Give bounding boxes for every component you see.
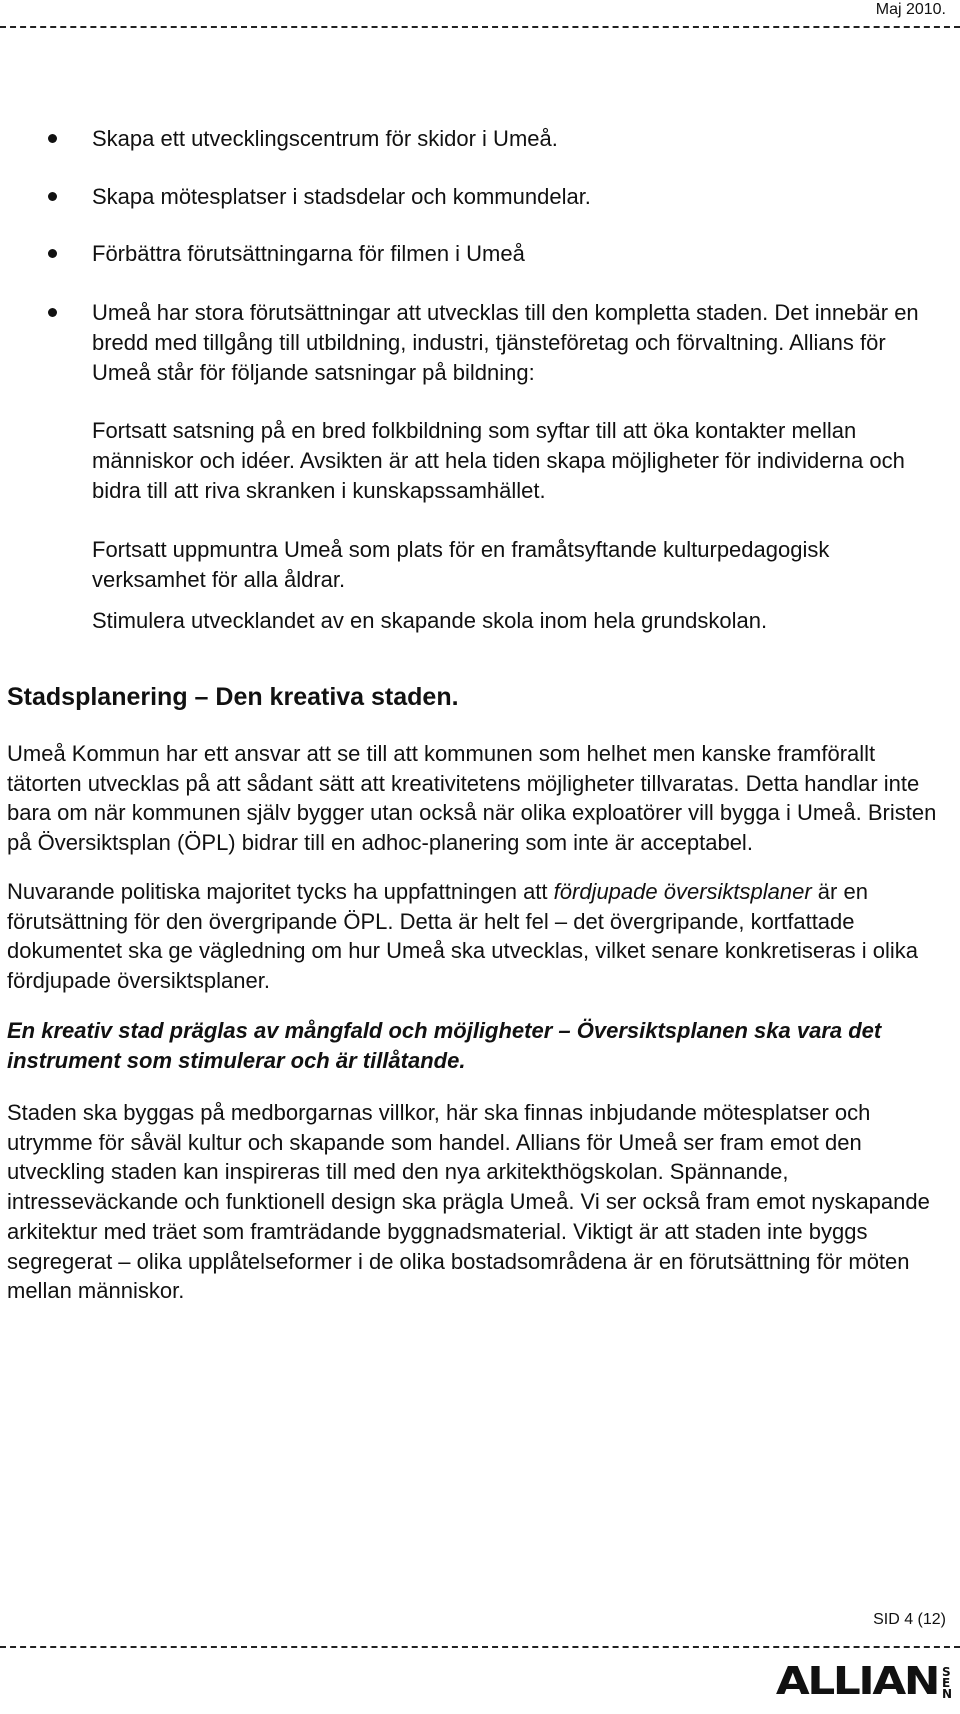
logo-letter: N — [941, 1687, 952, 1701]
sub-item: Fortsatt satsning på en bred folkbildning som syftar till att öka kontakter mellan människor och idéer. Avsikten är att hela tiden skapa möjligheter för individerna och bidra till att riva skranken i kunskapssamhället. — [92, 418, 905, 503]
paragraph-text: Nuvarande politiska majoritet tycks ha uppfattningen att — [7, 879, 554, 904]
footer-divider — [0, 1646, 960, 1648]
paragraph-text: är en förutsättning för den övergripande ÖPL. Detta är helt fel – det övergripande, kortfattade dokumentet ska ge vägledning om hur Umeå ska utvecklas, vilket senare konkretiseras i olika fördjupade översiktsplaner. — [7, 879, 919, 994]
allianssen-logo — [775, 1659, 952, 1703]
bullet-item: Förbättra förutsättningarna för filmen i Umeå — [92, 239, 942, 269]
logo-wordmark: ALLIAN — [775, 1659, 938, 1703]
bullet-item: Skapa ett utvecklingscentrum för skidor i Umeå. — [92, 124, 942, 154]
paragraph: Umeå Kommun har ett ansvar att se till att kommunen som helhet men kanske framförallt tätorten utvecklas på att sådant sätt att kreativitetens möjligheter tillvaratas. Detta handlar inte bara om när kommunen själv bygger utan också när olika exploatörer vill bygga i Umeå. Bristen på Översiktsplan (ÖPL) bidrar till en adhoc-planering som inte är acceptabel. — [7, 741, 937, 856]
paragraph-italic: fördjupade översiktsplaner — [553, 879, 812, 904]
logo-letter: S — [941, 1665, 951, 1679]
emphasis-statement: En kreativ stad präglas av mångfald och möjligheter – Översiktsplanen ska vara det instrument som stimulerar och är tillåtande. — [7, 1018, 882, 1073]
sub-item: Stimulera utvecklandet av en skapande skola inom hela grundskolan. — [92, 608, 768, 633]
section-heading: Stadsplanering – Den kreativa staden. — [7, 683, 459, 711]
header-date: Maj 2010. — [875, 1, 946, 18]
sub-item: Fortsatt uppmuntra Umeå som plats för en framåtsyftande kulturpedagogisk verksamhet för alla åldrar. — [92, 537, 830, 592]
page-number: SID 4 (12) — [873, 1611, 946, 1628]
paragraph — [7, 877, 942, 996]
bullet-item: Skapa mötesplatser i stadsdelar och kommundelar. — [92, 182, 942, 212]
paragraph: Staden ska byggas på medborgarnas villkor, här ska finnas inbjudande mötesplatser och utrymme för såväl kultur och skapande som handel. Allians för Umeå ser fram emot den utveckling staden kan inspireras till med den nya arkitekthögskolan. Spännande, intresseväckande och funktionell design ska prägla Umeå. Vi ser också fram emot nyskapande arkitektur med träet som framträdande byggnadsmaterial. Viktigt är att staden inte byggs segregerat – olika upplåtelseformer i de olika bostadsområdena är en förutsättning för möten mellan människor. — [7, 1100, 930, 1304]
logo-stack — [942, 1667, 952, 1700]
bullet-item: Umeå har stora förutsättningar att utvecklas till den kompletta staden. Det innebär en bredd med tillgång till utbildning, industri, tjänsteföretag och förvaltning. Allians för Umeå står för följande satsningar på bildning: — [92, 298, 942, 388]
logo-letter: E — [941, 1676, 951, 1690]
header-divider — [0, 26, 960, 28]
